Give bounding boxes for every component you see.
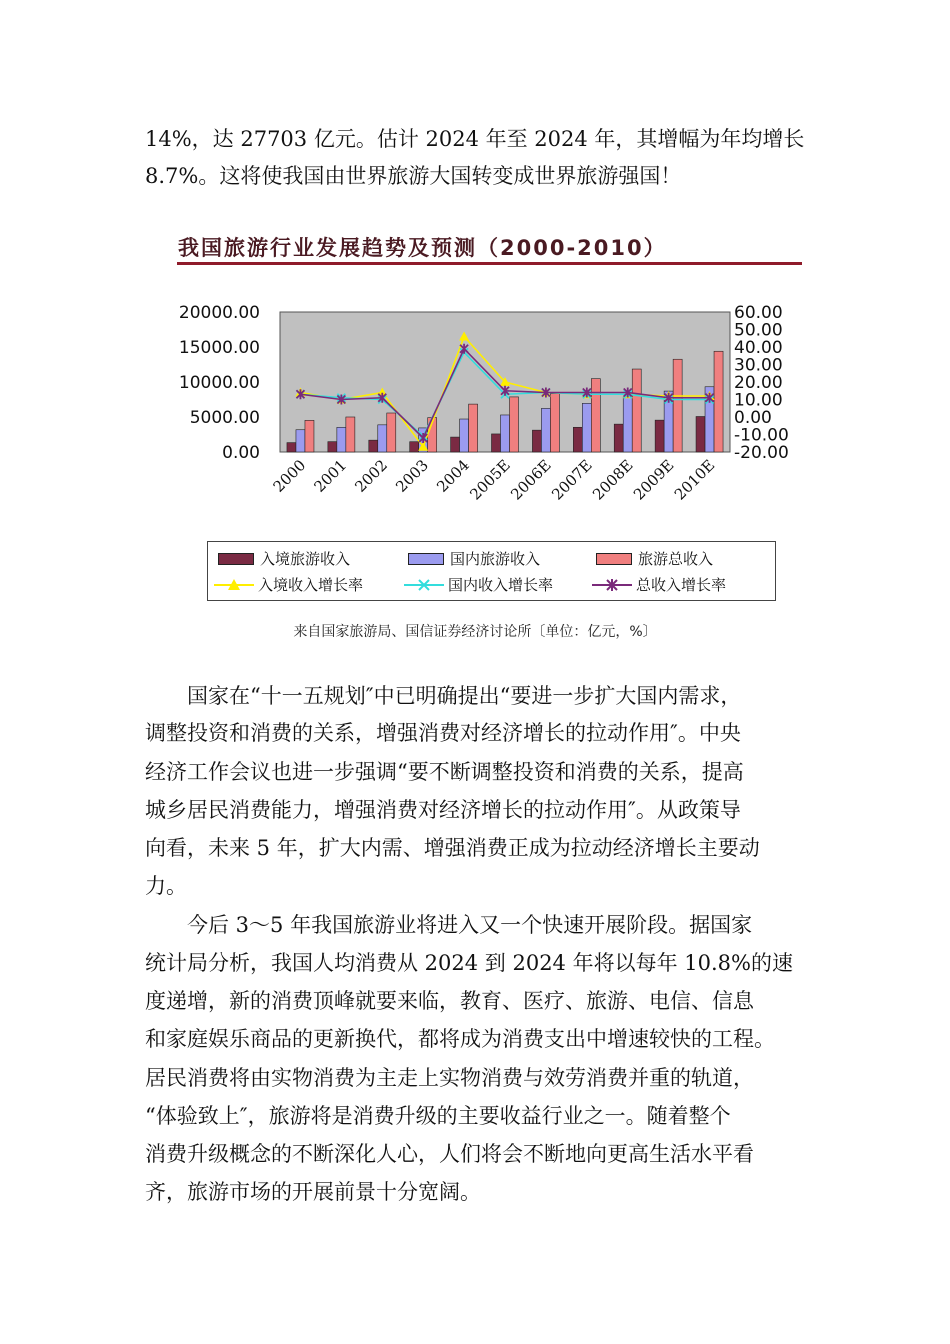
left-axis-tick-label: 5000.00 (189, 408, 260, 428)
bar (305, 420, 314, 452)
x-axis-tick-label: 2002 (351, 456, 392, 496)
left-axis-tick-label: 20000.00 (178, 303, 260, 323)
bar (623, 397, 632, 452)
left-axis-tick-label: 0.00 (222, 443, 260, 463)
bar (696, 417, 705, 452)
bar (387, 413, 396, 452)
text-line: 8.7%。这将使我国由世界旅游大国转变成世界旅游强国！ (145, 164, 682, 188)
chart-title: 我国旅游行业发展趋势及预测（2000-2010） (178, 236, 667, 260)
text-line: 向看，未来 5 年，扩大内需、增强消费正成为拉动经济增长主要动 (145, 836, 760, 860)
text-line: 14%，达 27703 亿元。估计 2024 年至 2024 年，其增幅为年均增长 (145, 127, 805, 151)
bar (296, 430, 305, 452)
text-line: 城乡居民消费能力，增强消费对经济增长的拉动作用″。从政策导 (145, 798, 741, 822)
right-axis-tick-label: 40.00 (734, 338, 783, 358)
bar (492, 434, 501, 452)
bar (532, 430, 541, 452)
x-axis-tick-label: 2000 (269, 456, 310, 496)
x-axis-tick-label: 2006E (507, 456, 555, 504)
text-line: 调整投资和消费的关系，增强消费对经济增长的拉动作用″。中央 (145, 721, 741, 745)
x-axis-tick-label: 2003 (392, 456, 433, 496)
left-axis-tick-label: 10000.00 (178, 373, 260, 393)
text-line: 统计局分析，我国人均消费从 2024 到 2024 年将以每年 10.8%的速 (145, 951, 793, 975)
legend-item (214, 574, 363, 595)
bar (573, 427, 582, 452)
text-line: 经济工作会议也进一步强调“要不断调整投资和消费的关系，提高 (145, 760, 744, 784)
text-line: 和家庭娱乐商品的更新换代，都将成为消费支出中增速较快的工程。 (145, 1027, 775, 1051)
bar (614, 424, 623, 452)
right-axis-tick-label: 0.00 (734, 408, 772, 428)
x-axis-tick-label: 2009E (630, 456, 678, 504)
chart-legend (207, 541, 776, 601)
tourism-chart (170, 290, 810, 535)
bar (550, 394, 559, 452)
text-line: 居民消费将由实物消费为主走上实物消费与效劳消费并重的轨道， (145, 1066, 754, 1090)
title-divider (177, 262, 802, 265)
legend-label: 入境收入增长率 (258, 576, 364, 594)
right-axis-tick-label: 50.00 (734, 320, 783, 341)
legend-label: 入境旅游收入 (260, 550, 351, 568)
x-axis-tick-label: 2007E (548, 456, 596, 504)
text-line: 消费升级概念的不断深化人心，人们将会不断地向更高生活水平看 (145, 1142, 754, 1166)
text-line: 齐，旅游市场的开展前景十分宽阔。 (145, 1180, 481, 1204)
x-axis-tick-label: 2001 (310, 456, 351, 496)
bar (501, 415, 510, 452)
bar (328, 442, 337, 452)
legend-line-triangle (214, 578, 254, 592)
legend-swatch (408, 553, 444, 565)
x-axis-tick-label: 2008E (589, 456, 637, 504)
right-axis-tick-label: 20.00 (734, 373, 783, 393)
text-line: 力。 (145, 874, 187, 898)
x-axis-tick-label: 2010E (670, 456, 719, 504)
bar (337, 427, 346, 452)
legend-item (592, 574, 726, 595)
bar (346, 417, 355, 452)
right-axis-tick-label: 30.00 (734, 355, 783, 376)
legend-label: 国内旅游收入 (450, 550, 541, 568)
text-line: 国家在“十一五规划″中已明确提出“要进一步扩大国内需求， (145, 684, 742, 708)
bar (287, 443, 296, 452)
legend-label: 总收入增长率 (636, 576, 727, 594)
legend-label: 旅游总收入 (638, 550, 714, 568)
legend-item (408, 548, 540, 569)
text-line: 度递增，新的消费顶峰就要来临，教育、医疗、旅游、电信、信息 (145, 989, 754, 1013)
bar (591, 379, 600, 452)
bar (714, 351, 723, 452)
left-axis-tick-label: 15000.00 (178, 338, 260, 358)
right-axis-tick-label: 10.00 (734, 390, 783, 411)
bar (673, 359, 682, 452)
right-axis-tick-label: -10.00 (734, 425, 789, 446)
bar (369, 440, 378, 452)
legend-line-asterisk (592, 578, 632, 592)
right-axis-tick-label: -20.00 (734, 443, 789, 463)
text-line: 今后 3～5 年我国旅游业将进入又一个快速开展阶段。据国家 (145, 913, 753, 937)
legend-item (218, 548, 350, 569)
bar (582, 403, 591, 452)
bar (460, 419, 469, 452)
text-line: “体验致上″，旅游将是消费升级的主要收益行业之一。随着整个 (145, 1104, 731, 1128)
bar (632, 369, 641, 452)
bar (410, 442, 419, 452)
bar (378, 425, 387, 452)
bar (451, 437, 460, 452)
bar (655, 420, 664, 452)
bar (541, 408, 550, 452)
chart-caption: 来自国家旅游局、国信证券经济讨论所〔单位：亿元，%〕 (293, 624, 657, 640)
legend-line-x (404, 578, 444, 592)
x-axis-tick-label: 2005E (466, 456, 514, 504)
legend-item (404, 574, 553, 595)
right-axis-tick-label: 60.00 (734, 303, 783, 323)
legend-item (596, 548, 713, 569)
legend-swatch (596, 553, 632, 565)
legend-swatch (218, 553, 254, 565)
legend-label: 国内收入增长率 (448, 576, 554, 594)
x-axis-tick-label: 2004 (433, 456, 473, 496)
bar (469, 404, 478, 452)
bar (510, 397, 519, 452)
